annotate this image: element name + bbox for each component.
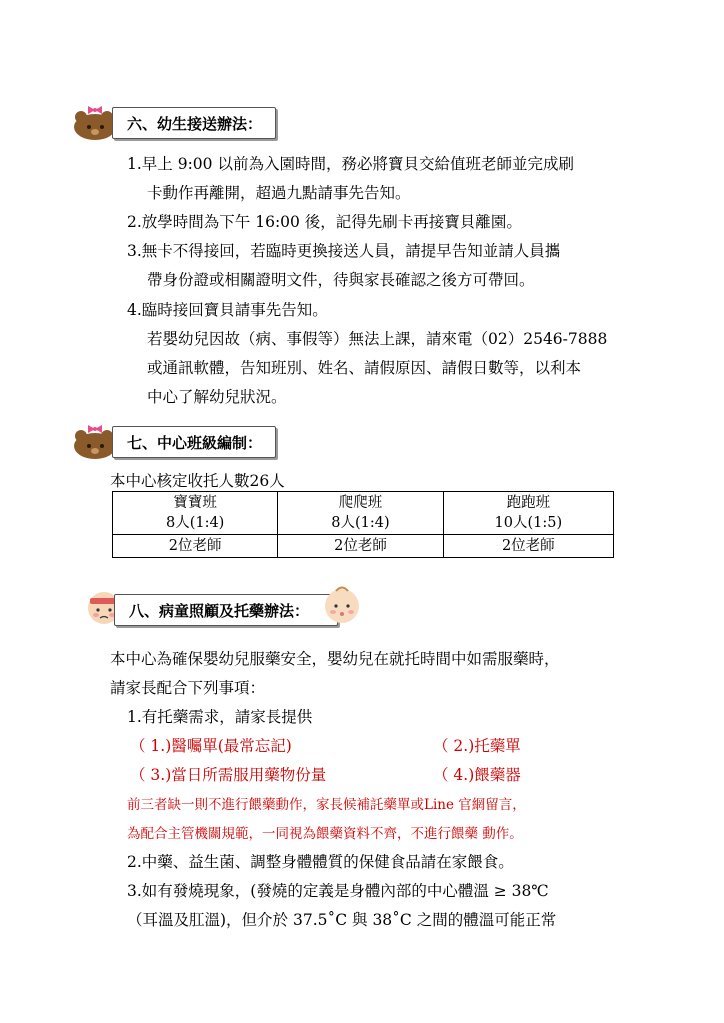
s8-item-1: 1.有托藥需求，請家長提供: [127, 708, 313, 726]
red-note-1: 前三者缺一則不進行餵藥動作，家長候補託藥單或Line 官網留言，: [127, 797, 526, 813]
class-ratio: 8人(1:4): [165, 515, 225, 531]
class-ratio: 8人(1:4): [331, 515, 390, 531]
section-7-title: 七、中心班級編制：: [127, 433, 263, 452]
s6-line-9: 中心了解幼兒狀況。: [147, 388, 287, 406]
class-name: 爬爬班: [338, 495, 383, 511]
class-cell: [113, 492, 278, 535]
red-note-2: 為配合主管機關規範，一同視為餵藥資料不齊，不進行餵藥 動作。: [127, 826, 523, 842]
class-ratio: 10人(1:5): [494, 515, 563, 531]
class-name: 寶寶班: [173, 495, 217, 511]
table-row: [113, 535, 614, 558]
requirement-2: （ 2.)托藥單: [433, 737, 521, 755]
s6-line-8: 或通訊軟體，告知班別、姓名、請假原因、請假日數等，以利本: [147, 359, 582, 377]
s6-line-2: 卡動作再離開，超過九點請事先告知。: [147, 184, 411, 202]
requirement-4: （ 4.)餵藥器: [433, 766, 521, 784]
s8-intro-1: 本中心為確保嬰幼兒服藥安全，嬰幼兒在就托時間中如需服藥時，: [110, 650, 560, 668]
s8-intro-2: 請家長配合下列事項：: [110, 679, 266, 697]
requirement-3: （ 3.)當日所需服用藥物份量: [130, 766, 327, 784]
class-cell: [278, 492, 443, 535]
table-row: [113, 492, 614, 535]
s8-item-3-line-2: （耳溫及肛溫)，但介於 37.5˚C 與 38˚C 之間的體溫可能正常: [127, 911, 557, 929]
section-8-title: 八、病童照顧及托藥辦法：: [129, 601, 310, 620]
requirement-1: （ 1.)醫囑單(最常忘記): [130, 737, 292, 755]
s6-line-4: 3.無卡不得接回，若臨時更換接送人員，請提早告知並請人員攜: [127, 242, 561, 260]
teacher-count: 2位老師: [113, 535, 278, 558]
s8-item-2: 2.中藥、益生菌、調整身體體質的保健食品請在家餵食。: [127, 853, 514, 871]
teacher-count: 2位老師: [278, 535, 443, 558]
class-name: 跑跑班: [506, 495, 551, 511]
section-6-title: 六、幼生接送辦法：: [127, 114, 263, 133]
s6-line-5: 帶身份證或相關證明文件，待與家長確認之後方可帶回。: [147, 271, 535, 289]
section-7-header: [112, 426, 276, 458]
s6-line-6: 4.臨時接回寶貝請事先告知。: [127, 301, 328, 319]
s6-line-3: 2.放學時間為下午 16:00 後，記得先刷卡再接寶貝離園。: [127, 213, 522, 231]
class-cell: [443, 492, 613, 535]
teacher-count: 2位老師: [443, 535, 613, 558]
capacity-text: 本中心核定收托人數26人: [110, 472, 285, 490]
s6-line-7: 若嬰幼兒因故（病、事假等）無法上課，請來電（02）2546-7888: [147, 330, 608, 348]
baby-face-icon: [322, 582, 362, 626]
s6-line-1: 1.早上 9:00 以前為入園時間，務必將寶貝交給值班老師並完成刷: [127, 155, 574, 173]
class-table: [112, 491, 614, 558]
section-8-header: [114, 594, 338, 626]
section-6-header: [112, 107, 276, 139]
s8-item-3-line-1: 3.如有發燒現象，(發燒的定義是身體內部的中心體溫 ≥ 38℃: [127, 882, 549, 900]
